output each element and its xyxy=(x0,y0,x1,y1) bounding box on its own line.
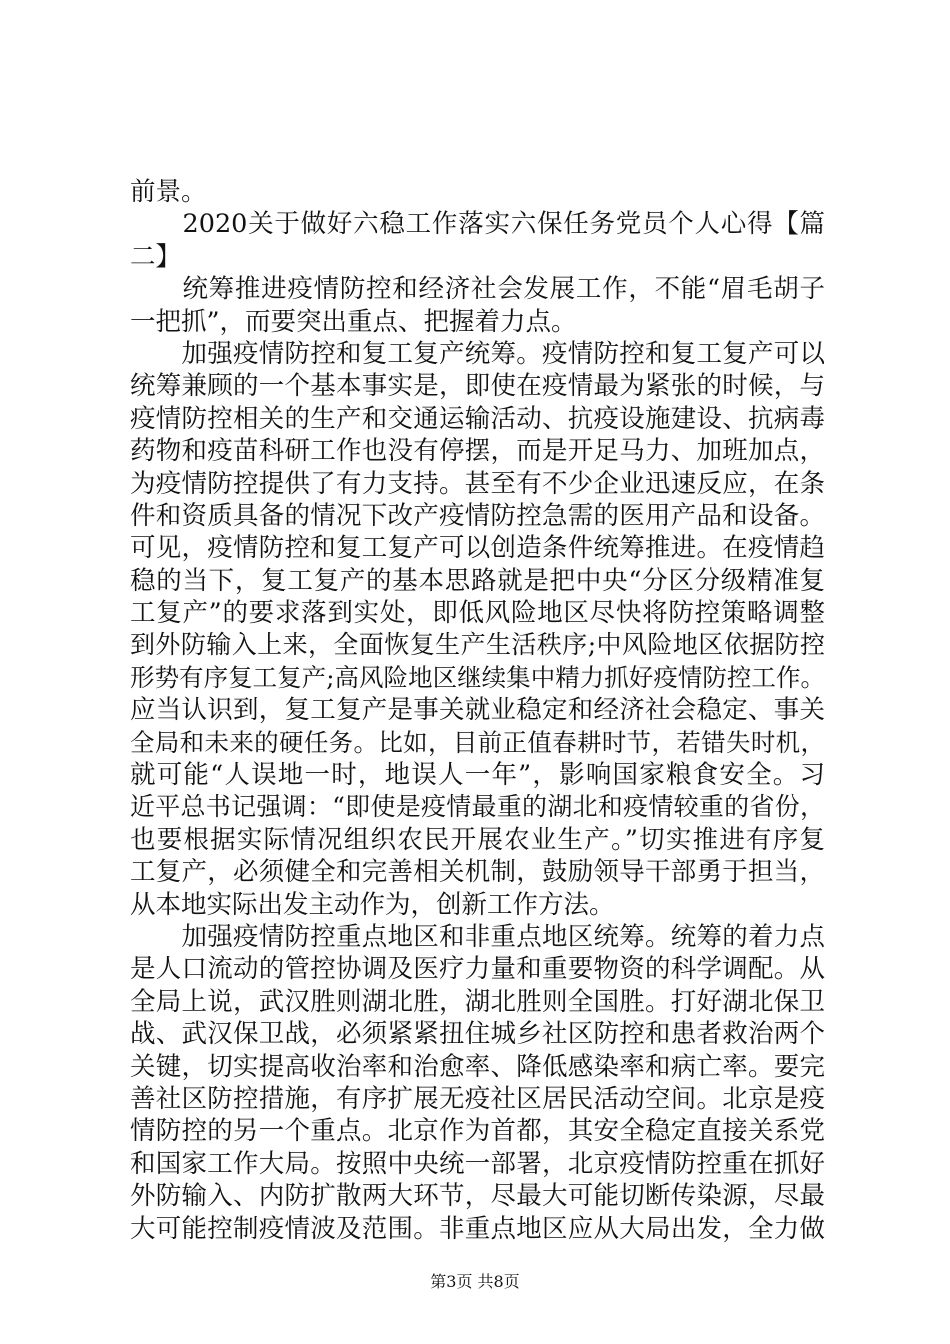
text-line: 情防控的另一个重点。北京作为首都，其安全稳定直接关系党 xyxy=(130,1116,825,1147)
text-line: 全局上说，武汉胜则湖北胜，湖北胜则全国胜。打好湖北保卫 xyxy=(130,986,825,1017)
text-line: 统筹推进疫情防控和经济社会发展工作，不能“眉毛胡子 xyxy=(130,274,825,305)
document-body xyxy=(130,176,825,1245)
text-line: 工复产，必须健全和完善相关机制，鼓励领导干部勇于担当， xyxy=(130,857,825,888)
text-line: 工复产”的要求落到实处，即低风险地区尽快将防控策略调整 xyxy=(130,598,825,629)
text-line: 应当认识到，复工复产是事关就业稳定和经济社会稳定、事关 xyxy=(130,695,825,726)
page-footer: 第3页 共8页 xyxy=(430,1272,520,1291)
text-line: 关键，切实提高收治率和治愈率、降低感染率和病亡率。要完 xyxy=(130,1051,825,1082)
text-line: 疫情防控相关的生产和交通运输活动、抗疫设施建设、抗病毒 xyxy=(130,403,825,434)
text-line: 药物和疫苗科研工作也没有停摆，而是开足马力、加班加点， xyxy=(130,436,825,467)
text-line: 可见，疫情防控和复工复产可以创造条件统筹推进。在疫情趋 xyxy=(130,533,825,564)
text-line: 为疫情防控提供了有力支持。甚至有不少企业迅速反应，在条 xyxy=(130,468,825,499)
text-line: 近平总书记强调：“即使是疫情最重的湖北和疫情较重的省份， xyxy=(130,792,825,822)
text-line: 和国家工作大局。按照中央统一部署，北京疫情防控重在抓好 xyxy=(130,1148,825,1179)
text-line: 前景。 xyxy=(130,177,207,207)
text-line: 加强疫情防控重点地区和非重点地区统筹。统筹的着力点 xyxy=(130,921,825,952)
text-line: 加强疫情防控和复工复产统筹。疫情防控和复工复产可以 xyxy=(130,338,825,369)
text-line: 善社区防控措施，有序扩展无疫社区居民活动空间。北京是疫 xyxy=(130,1083,825,1114)
text-line: 2020关于做好六稳工作落实六保任务党员个人心得【篇 xyxy=(130,209,825,240)
text-line: 全局和未来的硬任务。比如，目前正值春耕时节，若错失时机， xyxy=(130,727,825,757)
text-line: 二】 xyxy=(130,241,182,272)
text-line: 一把抓”，而要突出重点、把握着力点。 xyxy=(130,306,577,337)
text-line: 是人口流动的管控协调及医疗力量和重要物资的科学调配。从 xyxy=(130,954,825,985)
text-line: 外防输入、内防扩散两大环节，尽最大可能切断传染源，尽最 xyxy=(130,1181,825,1212)
text-line: 到外防输入上来，全面恢复生产生活秩序;中风险地区依据防控 xyxy=(130,630,825,660)
text-line: 大可能控制疫情波及范围。非重点地区应从大局出发，全力做 xyxy=(130,1213,825,1244)
text-line: 也要根据实际情况组织农民开展农业生产。”切实推进有序复 xyxy=(130,824,825,855)
text-line: 稳的当下，复工复产的基本思路就是把中央“分区分级精准复 xyxy=(130,565,825,596)
text-line: 就可能“人误地一时，地误人一年”，影响国家粮食安全。习 xyxy=(130,760,825,791)
text-line: 从本地实际出发主动作为，创新工作方法。 xyxy=(130,889,615,920)
text-line: 形势有序复工复产;高风险地区继续集中精力抓好疫情防控工作。 xyxy=(130,662,825,692)
text-line: 件和资质具备的情况下改产疫情防控急需的医用产品和设备。 xyxy=(130,500,825,531)
text-line: 统筹兼顾的一个基本事实是，即使在疫情最为紧张的时候，与 xyxy=(130,371,825,402)
text-line: 战、武汉保卫战，必须紧紧扭住城乡社区防控和患者救治两个 xyxy=(130,1019,825,1050)
